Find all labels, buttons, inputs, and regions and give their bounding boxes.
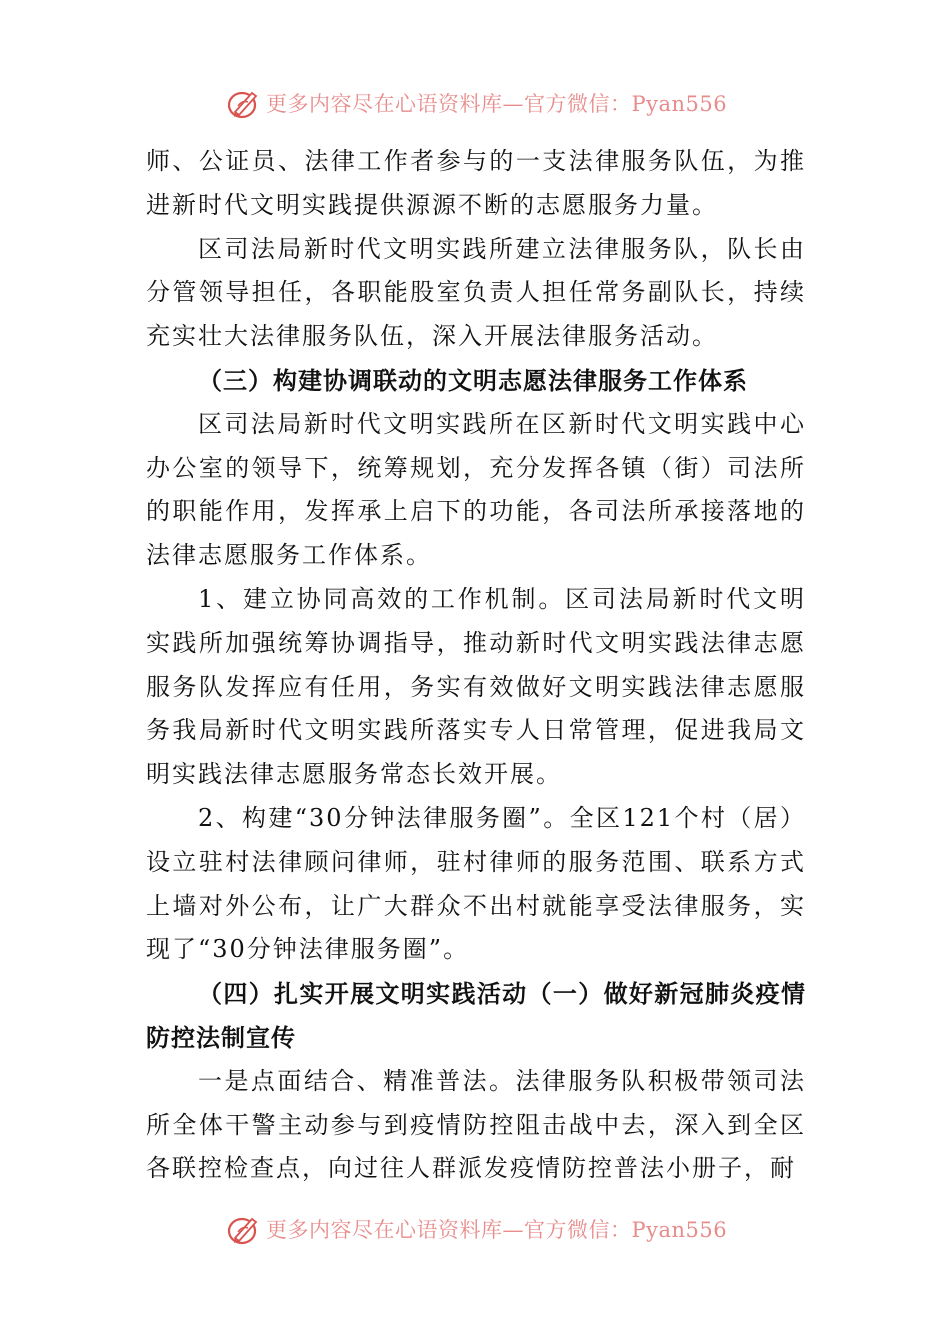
paragraph: 师、公证员、法律工作者参与的一支法律服务队伍，为推进新时代文明实践提供源源不断的志愿服务力量。 [146, 147, 806, 219]
section-heading: （三）构建协调联动的文明志愿法律服务工作体系 [198, 365, 748, 395]
pen-logo-icon [226, 1212, 262, 1248]
banner-text: 更多内容尽在心语资料库—官方微信：Pyan556 [266, 92, 728, 116]
paragraph: 一是点面结合、精准普法。法律服务队积极带领司法所全体干警主动参与到疫情防控阻击战中去，深入到全区各联控检查点，向过往人群派发疫情防控普法小册子，耐 [146, 1066, 806, 1183]
pen-logo-icon [226, 86, 262, 122]
banner-text: 更多内容尽在心语资料库—官方微信：Pyan556 [266, 1218, 728, 1242]
paragraph: 1、建立协同高效的工作机制。区司法局新时代文明实践所加强统筹协调指导，推动新时代文明实践法律志愿服务队发挥应有任用，务实有效做好文明实践法律志愿服务我局新时代文明实践所落实专人日常管理，促进我局文明实践法律志愿服务常态长效开展。 [146, 584, 806, 789]
paragraph: 区司法局新时代文明实践所建立法律服务队，队长由分管领导担任，各职能股室负责人担任常务副队长，持续充实壮大法律服务队伍，深入开展法律服务活动。 [146, 234, 806, 351]
paragraph: 区司法局新时代文明实践所在区新时代文明实践中心办公室的领导下，统筹规划，充分发挥各镇（街）司法所的职能作用，发挥承上启下的功能，各司法所承接落地的法律志愿服务工作体系。 [146, 409, 806, 570]
footer-banner [0, 1210, 950, 1250]
paragraph: 2、构建“30分钟法律服务圈”。全区121个村（居）设立驻村法律顾问律师，驻村律师的服务范围、联系方式上墙对外公布，让广大群众不出村就能享受法律服务，实现了“30分钟法律服务圈”。 [146, 803, 806, 964]
section-heading: （四）扎实开展文明实践活动（一）做好新冠肺炎疫情防控法制宣传 [146, 979, 806, 1052]
document-body [146, 140, 806, 1191]
header-banner [0, 84, 950, 124]
